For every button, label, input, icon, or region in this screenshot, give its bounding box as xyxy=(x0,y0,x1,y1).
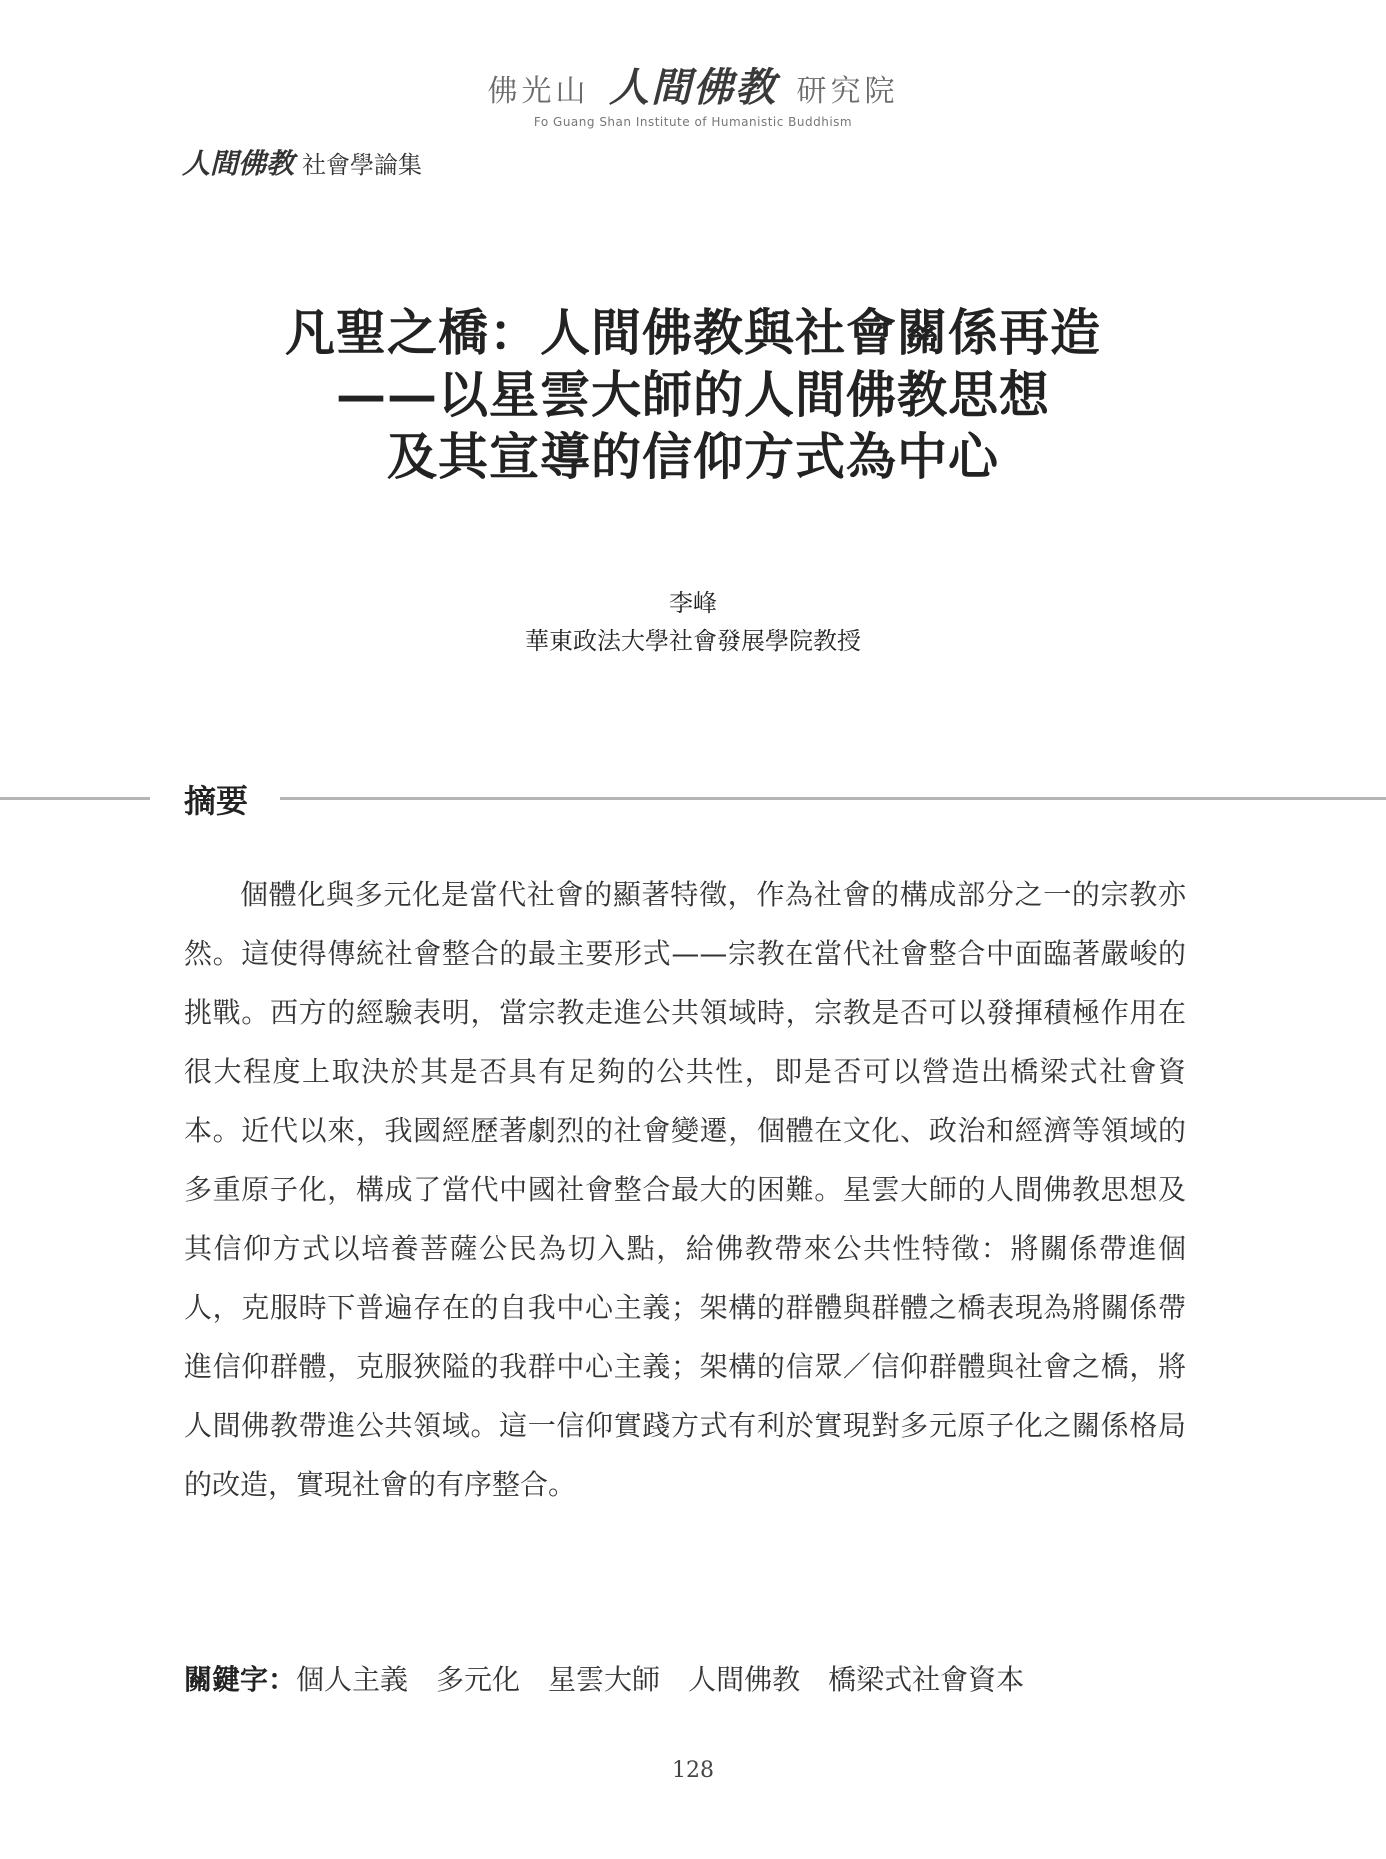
keyword: 個人主義 xyxy=(296,1663,409,1696)
keyword: 星雲大師 xyxy=(548,1663,661,1696)
abstract-heading: 摘要 xyxy=(184,782,249,820)
page-number: 128 xyxy=(672,1758,714,1783)
author-affiliation: 華東政法大學社會發展學院教授 xyxy=(525,627,861,655)
title-line-2: ——以星雲大師的人間佛教思想 xyxy=(336,365,1050,424)
abstract-divider-left xyxy=(0,797,150,800)
institute-name-en: Fo Guang Shan Institute of Humanistic Buddhism xyxy=(533,115,853,129)
title-line-3: 及其宣導的信仰方式為中心 xyxy=(387,427,999,486)
author-name: 李峰 xyxy=(669,589,717,617)
institute-name-left: 佛光山 xyxy=(487,74,590,109)
keyword: 橋梁式社會資本 xyxy=(828,1663,1025,1696)
series-brand: 人間佛教 xyxy=(182,147,295,180)
series-name: 社會學論集 xyxy=(302,151,423,179)
paper-title xyxy=(0,302,1386,488)
series-title xyxy=(182,142,422,182)
institute-name-right: 研究院 xyxy=(796,74,899,109)
author-block xyxy=(0,584,1386,660)
keywords xyxy=(184,1658,1052,1698)
keywords-label: 關鍵字： xyxy=(184,1663,297,1696)
institute-brand: 人間佛教 xyxy=(609,64,777,111)
institute-logo xyxy=(0,56,1386,129)
title-line-1: 凡聖之橋：人間佛教與社會關係再造 xyxy=(285,303,1101,362)
abstract-text: 個體化與多元化是當代社會的顯著特徵，作為社會的構成部分之一的宗教亦然。這使得傳統社會整合的最主要形式——宗教在當代社會整合中面臨著嚴峻的挑戰。西方的經驗表明，當宗教走進公共領域時，宗教是否可以發揮積極作用在很大程度上取決於其是否具有足夠的公共性，即是否可以營造出橋梁式社會資本。近代以來，我國經歷著劇烈的社會變遷，個體在文化、政治和經濟等領域的多重原子化，構成了當代中國社會整合最大的困難。星雲大師的人間佛教思想及其信仰方式以培養菩薩公民為切入點，給佛教帶來公共性特徵：將關係帶進個人，克服時下普遍存在的自我中心主義；架構的群體與群體之橋表現為將關係帶進信仰群體，克服狹隘的我群中心主義；架構的信眾／信仰群體與社會之橋，將人間佛教帶進公共領域。這一信仰實踐方式有利於實現對多元原子化之關係格局的改造，實現社會的有序整合。 xyxy=(184,878,1186,1501)
keyword: 多元化 xyxy=(436,1663,521,1696)
keyword: 人間佛教 xyxy=(688,1663,801,1696)
abstract-divider-right xyxy=(280,797,1386,800)
